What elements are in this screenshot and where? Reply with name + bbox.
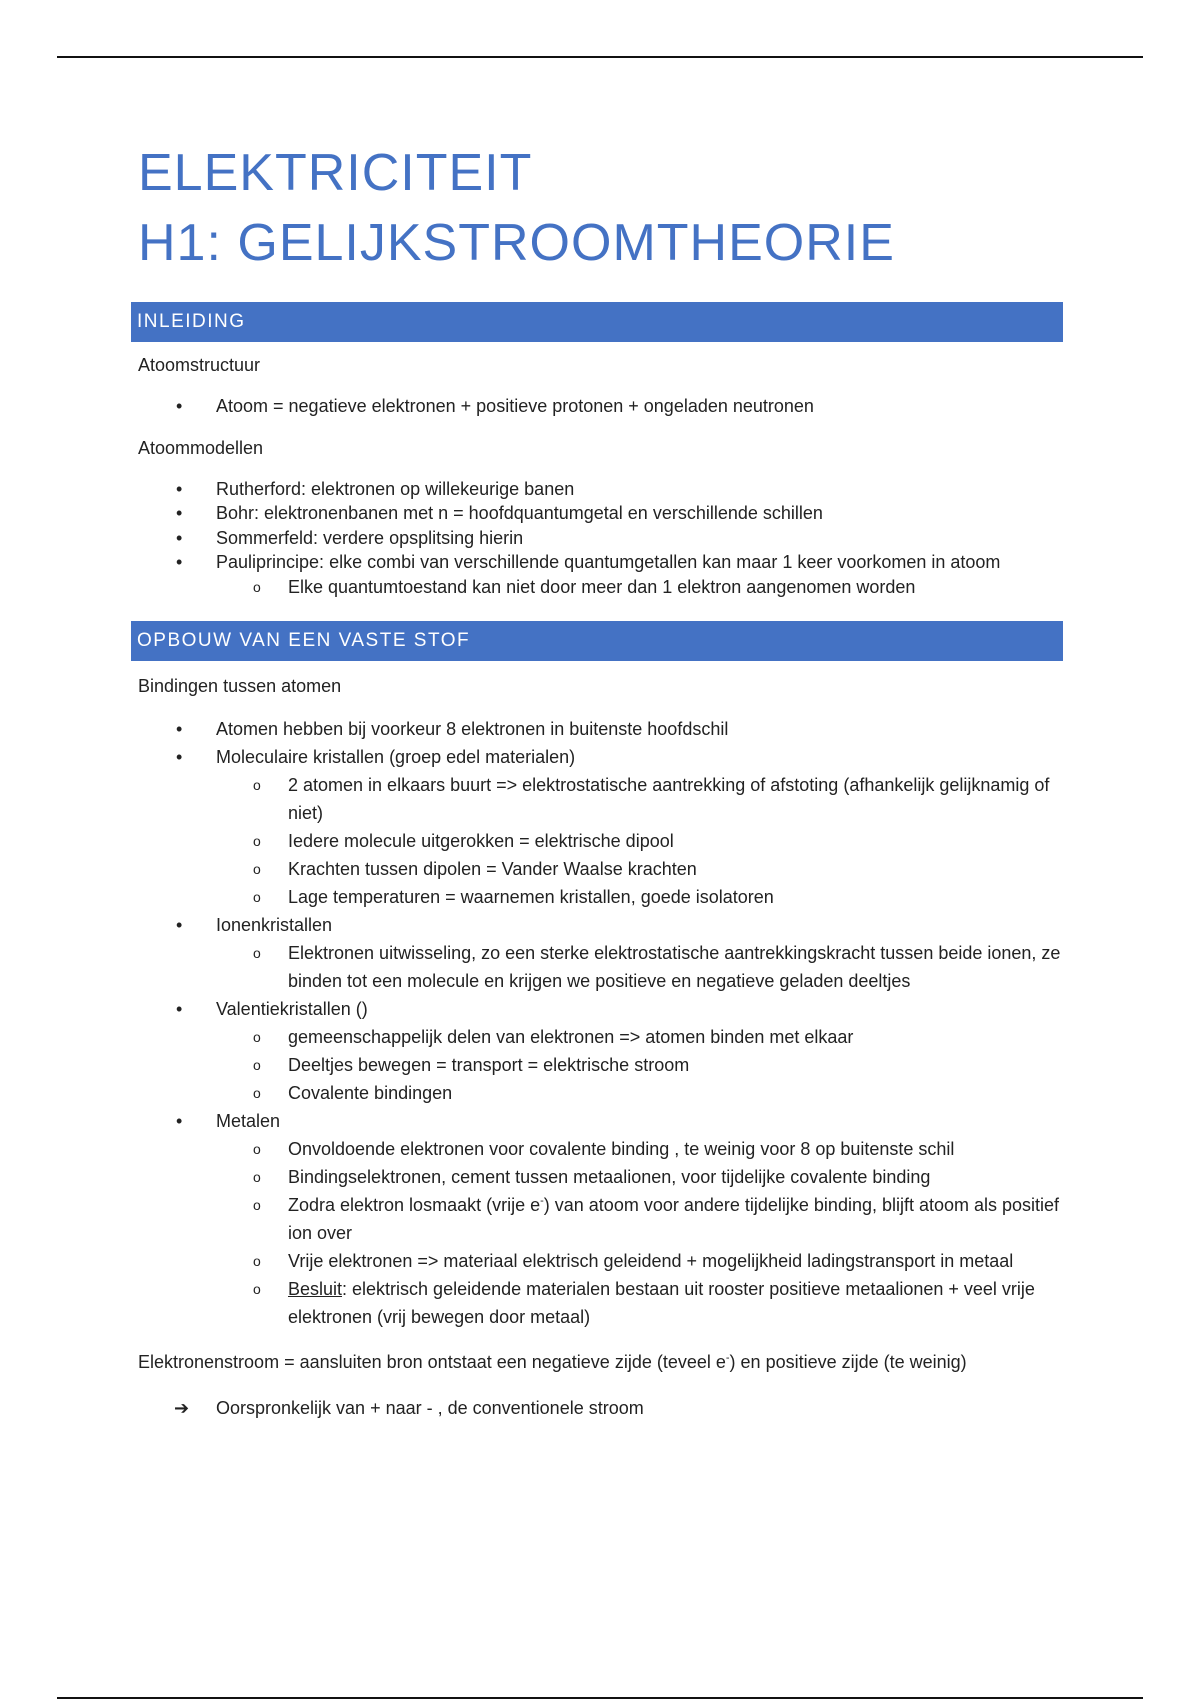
superscript: - xyxy=(540,1195,544,1207)
list-subitem: o Deeltjes bewegen = transport = elektrische stroom xyxy=(138,1051,1063,1079)
list-item: • Ionenkristallen xyxy=(138,911,1063,939)
list-bindingen xyxy=(138,715,1063,1331)
section-heading-inleiding: INLEIDING xyxy=(131,302,1063,342)
list-subitem: o Krachten tussen dipolen = Vander Waalse krachten xyxy=(138,855,1063,883)
list-item: • Pauliprincipe: elke combi van verschillende quantumgetallen kan maar 1 keer voorkomen in atoom xyxy=(138,550,1063,575)
list-item: • Sommerfeld: verdere opsplitsing hierin xyxy=(138,526,1063,551)
superscript: - xyxy=(725,1352,730,1364)
list-item: • Rutherford: elektronen op willekeurige banen xyxy=(138,477,1063,502)
text-segment: Elektronenstroom = aansluiten bron ontstaat een negatieve zijde (teveel e xyxy=(138,1352,726,1372)
arrow-list xyxy=(138,1395,1063,1421)
list-subitem: o Vrije elektronen => materiaal elektrisch geleidend + mogelijkheid ladingstransport in metaal xyxy=(138,1247,1063,1275)
text-segment: Zodra elektron losmaakt (vrije e xyxy=(288,1195,541,1215)
title-line-1: ELEKTRICITEIT xyxy=(138,144,533,202)
list-subitem: o gemeenschappelijk delen van elektronen => atomen binden met elkaar xyxy=(138,1023,1063,1051)
list-subitem: o Covalente bindingen xyxy=(138,1079,1063,1107)
section-heading-opbouw: OPBOUW VAN EEN VASTE STOF xyxy=(131,621,1063,661)
list-item: • Bohr: elektronenbanen met n = hoofdquantumgetal en verschillende schillen xyxy=(138,501,1063,526)
list-item: • Moleculaire kristallen (groep edel materialen) xyxy=(138,743,1063,771)
list-subitem xyxy=(138,1191,1063,1247)
list-subitem: o Lage temperaturen = waarnemen kristallen, goede isolatoren xyxy=(138,883,1063,911)
list-item: • Atomen hebben bij voorkeur 8 elektronen in buitenste hoofdschil xyxy=(138,715,1063,743)
list-subitem xyxy=(138,1275,1063,1331)
text-segment: ) van atoom voor andere tijdelijke binding, blijft atoom als positief ion over xyxy=(288,1195,1060,1243)
document-title xyxy=(138,138,1063,278)
subheading-bindingen: Bindingen tussen atomen xyxy=(138,676,342,696)
text-segment: : elektrisch geleidende materialen bestaan uit rooster positieve metaalionen + veel vrije elektronen (vrij bewegen door metaal) xyxy=(288,1279,1035,1327)
paragraph-elektronenstroom xyxy=(138,1349,1063,1375)
document-body xyxy=(138,138,1063,1421)
text-segment: ) en positieve zijde (te weinig) xyxy=(729,1352,967,1372)
subheading-atoommodellen: Atoommodellen xyxy=(138,437,264,458)
top-rule xyxy=(57,56,1143,58)
list-subitem: o Onvoldoende elektronen voor covalente binding , te weinig voor 8 op buitenste schil xyxy=(138,1135,1063,1163)
list-subitem: o Elke quantumtoestand kan niet door meer dan 1 elektron aangenomen worden xyxy=(138,575,1063,600)
bottom-rule xyxy=(57,1697,1143,1699)
list-subitem: o Elektronen uitwisseling, zo een sterke elektrostatische aantrekkingskracht tussen beide ionen, ze binden tot een molecule en krijgen we positieve en negatieve geladen deeltjes xyxy=(138,939,1063,995)
list-atoommodellen xyxy=(138,477,1063,600)
list-item: • Atoom = negatieve elektronen + positieve protonen + ongeladen neutronen xyxy=(138,394,1063,419)
list-atoomstructuur xyxy=(138,394,1063,419)
list-item: • Valentiekristallen () xyxy=(138,995,1063,1023)
besluit-label: Besluit xyxy=(288,1279,343,1299)
subheading-atoomstructuur: Atoomstructuur xyxy=(138,355,261,375)
list-subitem: o Bindingselektronen, cement tussen metaalionen, voor tijdelijke covalente binding xyxy=(138,1163,1063,1191)
list-subitem: o Iedere molecule uitgerokken = elektrische dipool xyxy=(138,827,1063,855)
arrow-item: ➔ Oorspronkelijk van + naar - , de conventionele stroom xyxy=(138,1395,1063,1421)
title-line-2: H1: GELIJKSTROOMTHEORIE xyxy=(138,214,895,272)
list-item: • Metalen xyxy=(138,1107,1063,1135)
list-subitem: o 2 atomen in elkaars buurt => elektrostatische aantrekking of afstoting (afhankelijk gelijknamig of niet) xyxy=(138,771,1063,827)
